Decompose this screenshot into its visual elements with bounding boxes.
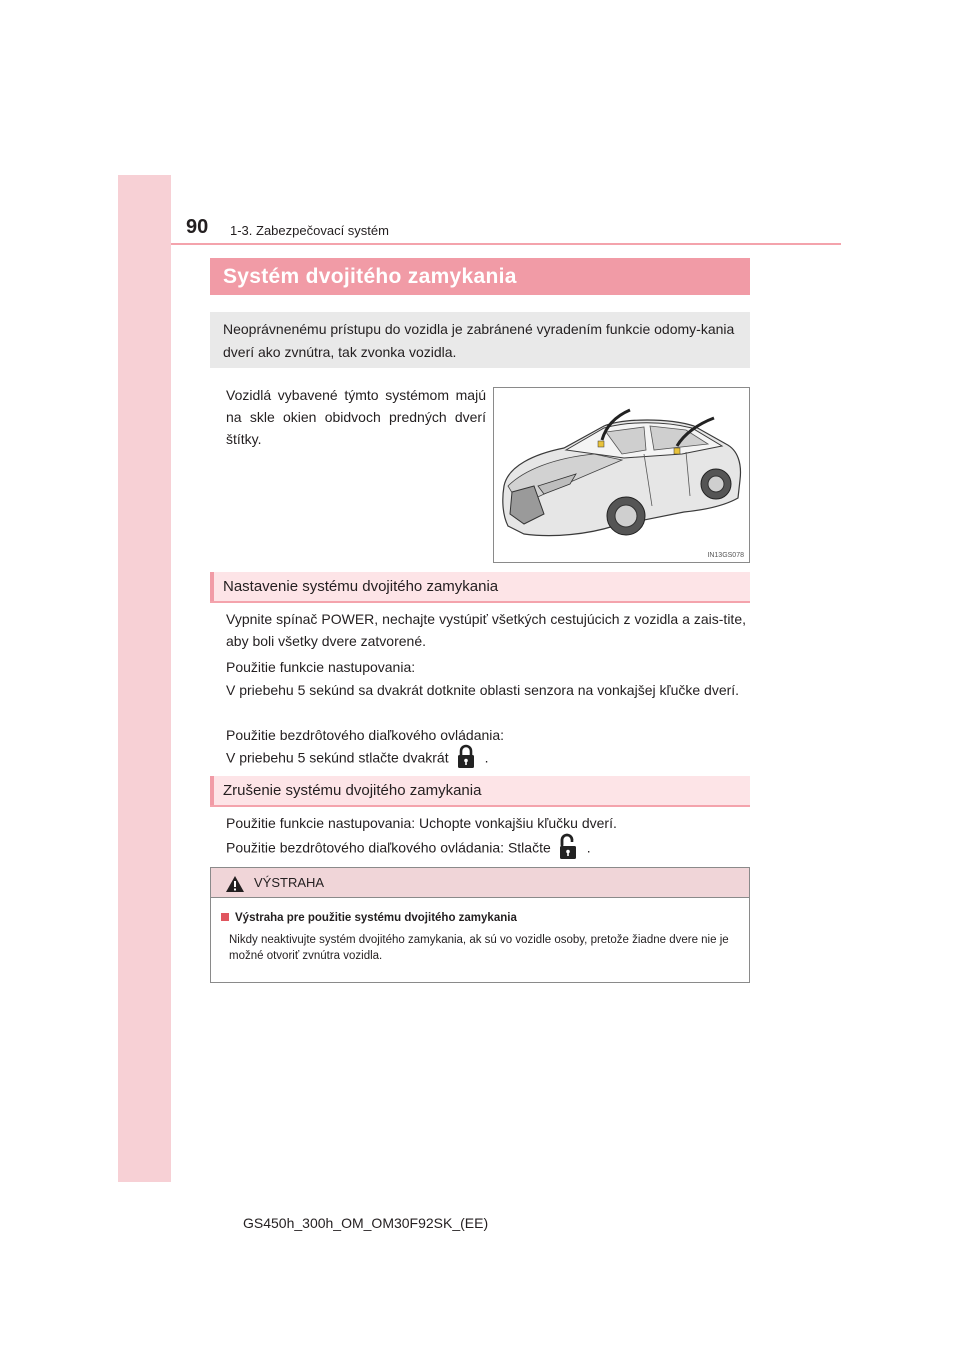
car-illustration: [493, 387, 750, 563]
intro-box: [210, 312, 750, 368]
footer-code: GS450h_300h_OM_OM30F92SK_(EE): [243, 1215, 489, 1231]
sub-header-setting: [210, 572, 750, 601]
sub-header-cancel: [210, 776, 750, 805]
warning-subtitle: Výstraha pre použitie systému dvojitého zamykania: [221, 912, 517, 924]
sub-header-setting-title: Nastavenie systému dvojitého zamykania: [223, 578, 499, 595]
setting-entry-text: V priebehu 5 sekúnd sa dvakrát dotknite oblasti senzora na vonkajšej kľučke dverí.: [226, 682, 740, 698]
setting-remote-text: V priebehu 5 sekúnd stlačte dvakrát .: [226, 743, 746, 775]
warning-label: VÝSTRAHA: [254, 875, 325, 890]
car-drawing: [494, 388, 749, 562]
intro-text: Neoprávnenému prístupu do vozidla je zabránené vyradením funkcie odomy-kania dverí ako zvnútra, tak zvonka vozidla.: [223, 321, 735, 360]
warning-header: [211, 868, 749, 898]
side-band: [118, 175, 171, 1182]
setting-entry-label: Použitie funkcie nastupovania:: [226, 659, 416, 675]
body-text: Vozidlá vybavené týmto systémom majú na skle okien obidvoch predných dverí štítky.: [226, 387, 486, 447]
breadcrumb: 1-3. Zabezpečovací systém: [230, 223, 389, 238]
section-title: Systém dvojitého zamykania: [210, 258, 750, 295]
page-number: 90: [186, 216, 209, 238]
setting-paragraph: Vypnite spínač POWER, nechajte vystúpiť všetkých cestujúcich z vozidla a zais-tite, aby boli všetky dvere zatvorené.: [226, 611, 746, 649]
header-divider: [171, 243, 841, 245]
cancel-remote-text: Použitie bezdrôtového diaľkového ovládania: Stlačte .: [226, 832, 746, 866]
warning-text: Nikdy neaktivujte systém dvojitého zamykania, ak sú vo vozidle osoby, pretože žiadne dvere nie je možné otvoriť zvnútra vozidla.: [229, 934, 729, 962]
warning-triangle-icon: [225, 875, 245, 893]
unlock-icon: [557, 832, 579, 866]
figure-code: IN13GS078: [707, 552, 744, 559]
setting-remote-label: Použitie bezdrôtového diaľkového ovládania:: [226, 727, 505, 743]
cancel-entry-text: Použitie funkcie nastupovania: Uchopte vonkajšiu kľučku dverí.: [226, 815, 617, 831]
warning-box: [210, 867, 750, 983]
lock-icon: [455, 743, 477, 775]
sub-header-cancel-title: Zrušenie systému dvojitého zamykania: [223, 782, 482, 799]
